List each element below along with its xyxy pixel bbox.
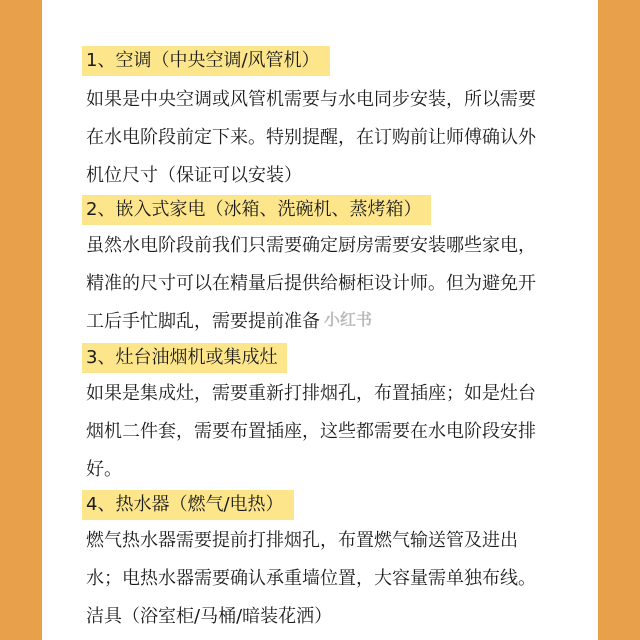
body-line: 虽然水电阶段前我们只需要确定厨房需要安装哪些家电，	[86, 235, 536, 256]
body-line: 烟机二件套，需要布置插座，这些都需要在水电阶段安排	[86, 421, 536, 442]
body-line: 工后手忙脚乱，需要提前准备	[86, 311, 320, 332]
section-heading-water-heater: 4、热水器（燃气/电热）	[82, 490, 294, 520]
body-line: 燃气热水器需要提前打排烟孔，布置燃气输送管及进出	[86, 530, 518, 551]
section-heading-built-in-appliances: 2、嵌入式家电（冰箱、洗碗机、蒸烤箱）	[82, 195, 431, 225]
body-line: 机位尺寸（保证可以安装）	[86, 165, 302, 186]
section-body-water-heater	[86, 522, 586, 636]
content-card	[42, 0, 598, 640]
section-body-ac	[86, 81, 586, 195]
body-line: 如果是集成灶，需要重新打排烟孔，布置插座；如是灶台	[86, 383, 536, 404]
body-line: 洁具（浴室柜/马桶/暗装花洒）	[86, 606, 333, 627]
body-line: 在水电阶段前定下来。特别提醒，在订购前让师傅确认外	[86, 127, 536, 148]
body-line: 水；电热水器需要确认承重墙位置，大容量需单独布线。	[86, 568, 536, 589]
body-line: 好。	[86, 459, 122, 480]
section-heading-stove-hood: 3、灶台油烟机或集成灶	[82, 343, 287, 373]
body-line: 精准的尺寸可以在精量后提供给橱柜设计师。但为避免开	[86, 273, 536, 294]
section-heading-ac: 1、空调（中央空调/风管机）	[82, 46, 330, 76]
body-line: 如果是中央空调或风管机需要与水电同步安装，所以需要	[86, 89, 536, 110]
watermark: 小红书	[324, 310, 373, 329]
section-body-stove-hood	[86, 375, 586, 489]
